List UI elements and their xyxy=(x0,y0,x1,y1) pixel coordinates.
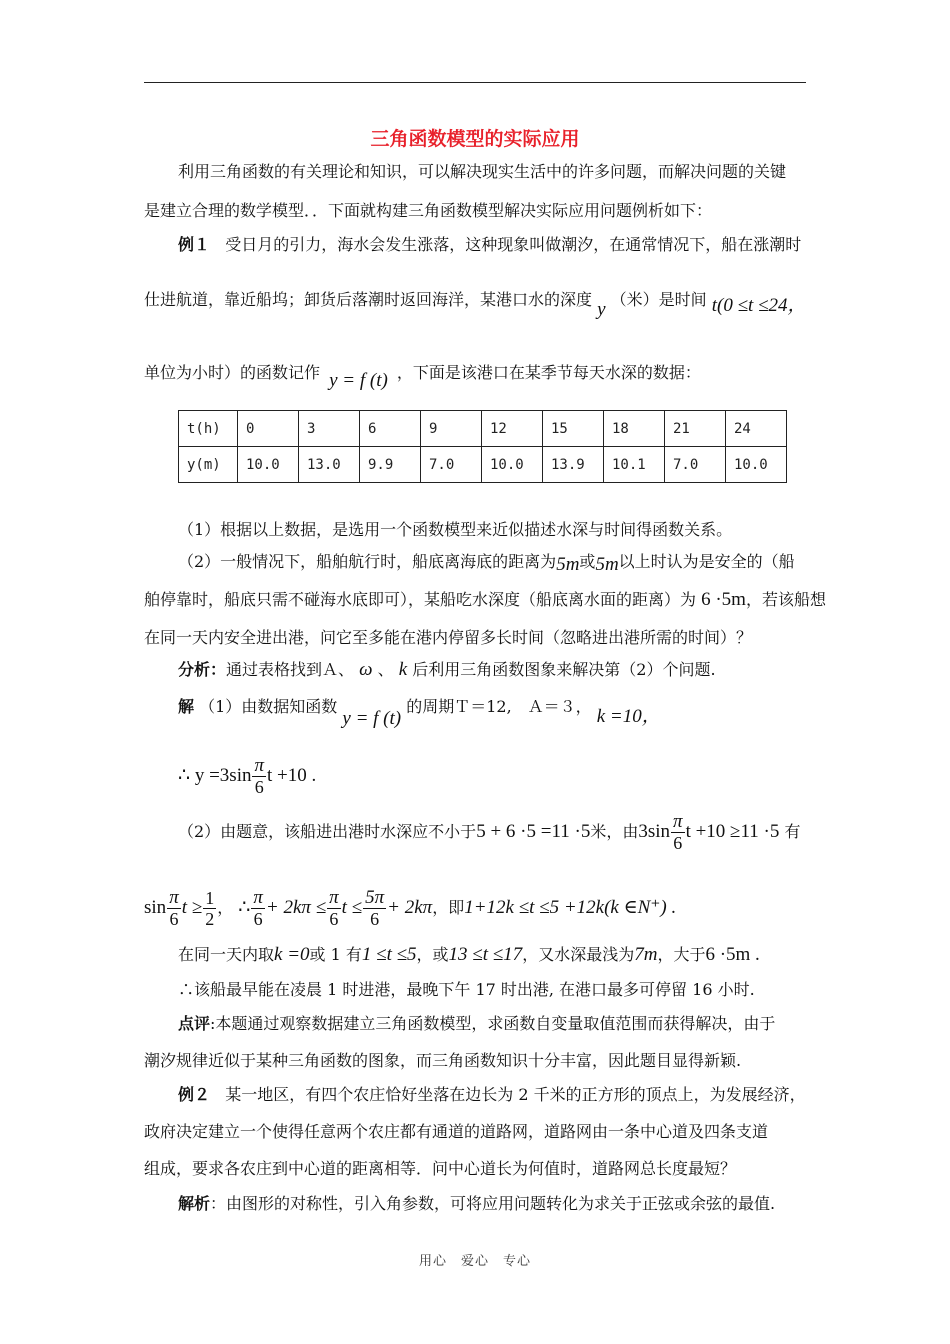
example1-line-3 xyxy=(144,363,701,391)
function-y-ft: y = f (t) xyxy=(329,370,388,391)
example2-line-1 xyxy=(178,1085,806,1105)
solution2-line xyxy=(178,1194,775,1214)
question-2-line-2 xyxy=(144,590,826,610)
k-equals-10: k =10， xyxy=(596,706,661,727)
therefore-symbol: ∴ xyxy=(238,897,251,918)
depth-expression: 5 + 6 ·5 =11 ·5 xyxy=(476,821,591,842)
denominator: 6 xyxy=(329,909,339,929)
table-cell: 10.0 xyxy=(482,447,543,483)
question-2-line-3: 在同一天内安全进出港，问它至多能在港内停留多长时间（忽略进出港所需的时间）？ xyxy=(144,628,753,647)
analysis-line xyxy=(178,660,716,680)
solution-part-2-line-1 xyxy=(178,812,800,853)
intro-line-1: 利用三角函数的有关理论和知识，可以解决现实生活中的许多问题，而解决问题的关键 xyxy=(178,162,787,181)
q2-text-c: 以上时认为是安全的（船 xyxy=(618,552,795,571)
table-cell: 15 xyxy=(543,411,604,447)
min-depth-7m: 7m xyxy=(634,944,658,965)
table-cell: 10.0 xyxy=(726,447,787,483)
distance-5m-a: 5m xyxy=(556,554,580,575)
table-cell: 12 xyxy=(482,411,543,447)
solution2-label: 解析 xyxy=(178,1194,211,1213)
draft-6-5m: 6 ·5m xyxy=(701,589,746,610)
q2-text-e: ，若该船想 xyxy=(745,590,826,609)
analysis-text-b: 后利用三角函数图象来解决第（2）个问题. xyxy=(412,660,716,679)
pi-over-6 xyxy=(167,888,181,929)
table-row xyxy=(179,447,787,483)
solution-label: 解 xyxy=(178,697,195,716)
q2-text-d: 舶停靠时，船底只需不碰海水底即可），某船吃水深度（船底离水面的距离）为 xyxy=(144,590,697,609)
one-half xyxy=(203,888,216,929)
table-cell: 7.0 xyxy=(421,447,482,483)
table-cell: 13.0 xyxy=(299,447,360,483)
t-geq: t ≥ xyxy=(181,897,203,918)
l4-text-d: ，又水深最浅为 xyxy=(522,945,635,964)
l4-text-e: ，大于 xyxy=(657,945,706,964)
comma: ， xyxy=(217,898,234,917)
intro-line-2: 是建立合理的数学模型．．下面就构建三角函数模型解决实际应用问题例析如下： xyxy=(144,201,713,220)
question-1: （1）根据以上数据，是选用一个函数模型来近似描述水深与时间得函数关系。 xyxy=(178,520,733,539)
denominator: 2 xyxy=(205,909,215,929)
denominator: 6 xyxy=(673,833,683,853)
solution-text-b: 的周期Ｔ＝12, Ａ＝３， xyxy=(406,697,592,716)
ineq-text-ji: ，即 xyxy=(432,898,465,917)
formula-pre: ∴ y =3sin xyxy=(178,765,252,786)
example2-text-1: 某一地区，有四个农庄恰好坐落在边长为 2 千米的正方形的顶点上，为发展经济， xyxy=(225,1085,806,1104)
part2-text-a: （2）由题意，该船进出港时水深应不小于 xyxy=(178,822,477,841)
denominator: 6 xyxy=(253,909,263,929)
five-pi-over-6 xyxy=(363,888,386,929)
comment-line-1 xyxy=(178,1014,775,1034)
table-cell: 9.9 xyxy=(360,447,421,483)
numerator: π xyxy=(329,887,339,908)
solution-formula xyxy=(178,756,316,797)
example2-line-2: 政府决定建立一个使得任意两个农庄都有通道的道路网，道路网由一条中心道及四条支道 xyxy=(144,1122,769,1141)
l4-text-b: 或 1 有 xyxy=(309,945,362,964)
analysis-sep: 、 xyxy=(377,660,394,679)
distance-5m-b: 5m xyxy=(595,554,619,575)
table-row xyxy=(179,411,787,447)
example1-text-2b: （米）是时间 xyxy=(610,290,707,309)
range-1: 1 ≤t ≤5 xyxy=(361,944,417,965)
numerator: π xyxy=(169,887,179,908)
range-2: 13 ≤t ≤17 xyxy=(448,944,523,965)
numerator: π xyxy=(673,811,683,832)
table-cell: 6 xyxy=(360,411,421,447)
numerator: 5π xyxy=(365,887,385,908)
table-cell: 18 xyxy=(604,411,665,447)
part2-text-b: 米，由 xyxy=(590,822,639,841)
table-cell: 10.0 xyxy=(238,447,299,483)
ineq-part-b: t ≤ xyxy=(341,897,363,918)
denominator: 6 xyxy=(370,909,380,929)
solution-text-a: （1）由数据知函数 xyxy=(199,697,338,716)
example2-label: 例２ xyxy=(178,1085,211,1104)
table-cell: 24 xyxy=(726,411,787,447)
comment-line-2: 潮汐规律近似于某种三角函数的图象，而三角函数知识十分丰富，因此题目显得新颖. xyxy=(144,1051,742,1070)
l4-text-a: 在同一天内取 xyxy=(178,945,275,964)
k-symbol: k xyxy=(398,659,408,680)
part2-text-c: 有 xyxy=(784,822,801,841)
numerator: π xyxy=(254,755,265,776)
table-cell: 13.9 xyxy=(543,447,604,483)
header-rule xyxy=(144,82,806,83)
denominator: 6 xyxy=(169,909,179,929)
table-cell: 10.1 xyxy=(604,447,665,483)
table-cell: 0 xyxy=(238,411,299,447)
comment-label: 点评 xyxy=(178,1014,211,1033)
analysis-text-a: 通过表格找到Ａ、 xyxy=(226,660,355,679)
page-footer: 用心 爱心 专心 xyxy=(418,1254,531,1269)
t-range: t(0 ≤t ≤24， xyxy=(711,295,807,316)
example1-text-2a: 仕进航道，靠近船坞；卸货后落潮时返回海洋，某港口水的深度 xyxy=(144,290,593,309)
ineq-pre: 3sin xyxy=(638,821,671,842)
solution2-text: ：由图形的对称性，引入角参数，可将应用问题转化为求关于正弦或余弦的最值. xyxy=(210,1194,776,1213)
table-cell: 7.0 xyxy=(665,447,726,483)
formula-post: t +10 . xyxy=(267,765,317,786)
q2-text-a: （2）一般情况下，船舶航行时，船底离海底的距离为 xyxy=(178,552,557,571)
table-cell: 9 xyxy=(421,411,482,447)
pi-over-6 xyxy=(327,888,341,929)
example1-text-3b: ，下面是该港口在某季节每天水深的数据： xyxy=(396,363,701,382)
pi-over-6 xyxy=(251,888,265,929)
q2-text-b: 或 xyxy=(579,552,596,571)
comment-text-1: :本题通过观察数据建立三角函数模型，求函数自变量取值范围而获得解决，由于 xyxy=(210,1014,776,1033)
pi-over-6 xyxy=(671,812,685,853)
page-title: 三角函数模型的实际应用 xyxy=(370,128,580,150)
solution-line-4 xyxy=(178,945,760,965)
question-2-line-1 xyxy=(178,552,795,575)
ineq-part-c: + 2kπ xyxy=(387,897,433,918)
example1-text-3a: 单位为小时）的函数记作 xyxy=(144,363,321,382)
table-cell: t(h) xyxy=(179,411,238,447)
example1-label: 例１ xyxy=(178,235,211,254)
table-cell: 3 xyxy=(299,411,360,447)
water-depth-table xyxy=(178,410,787,483)
t-range-result: 1+12k ≤t ≤5 +12k(k ∈N⁺) . xyxy=(464,897,677,918)
ineq-part-a: + 2kπ ≤ xyxy=(265,897,327,918)
solution-conclusion: ∴该船最早能在凌晨 1 时进港，最晚下午 17 时出港, 在港口最多可停留 16 小时. xyxy=(178,980,755,999)
analysis-label: 分析： xyxy=(178,660,227,679)
example1-text-1: 受日月的引力，海水会发生涨落，这种现象叫做潮汐，在通常情况下，船在涨潮时 xyxy=(225,235,802,254)
sin-text: sin xyxy=(144,897,167,918)
numerator: 1 xyxy=(205,888,215,908)
solution-line-1 xyxy=(178,697,661,729)
example1-line-1 xyxy=(178,235,801,255)
table-cell: 21 xyxy=(665,411,726,447)
table-cell: y(m) xyxy=(179,447,238,483)
var-y: y xyxy=(597,299,606,320)
ineq-post: t +10 ≥11 ·5 xyxy=(685,821,780,842)
omega-symbol: ω xyxy=(359,659,373,680)
function-y-ft-2: y = f (t) xyxy=(342,708,402,729)
numerator: π xyxy=(253,887,263,908)
pi-over-6 xyxy=(252,756,266,797)
l4-text-c: ，或 xyxy=(416,945,449,964)
example2-line-3: 组成，要求各农庄到中心道的距离相等．问中心道长为何值时，道路网总长度最短？ xyxy=(144,1159,737,1178)
denominator: 6 xyxy=(254,777,264,797)
k-equals-0: k =0 xyxy=(274,944,310,965)
solution-inequality-line xyxy=(144,888,676,929)
draft-6-5m-2: 6 ·5m . xyxy=(705,944,760,965)
example1-line-2 xyxy=(144,290,807,320)
